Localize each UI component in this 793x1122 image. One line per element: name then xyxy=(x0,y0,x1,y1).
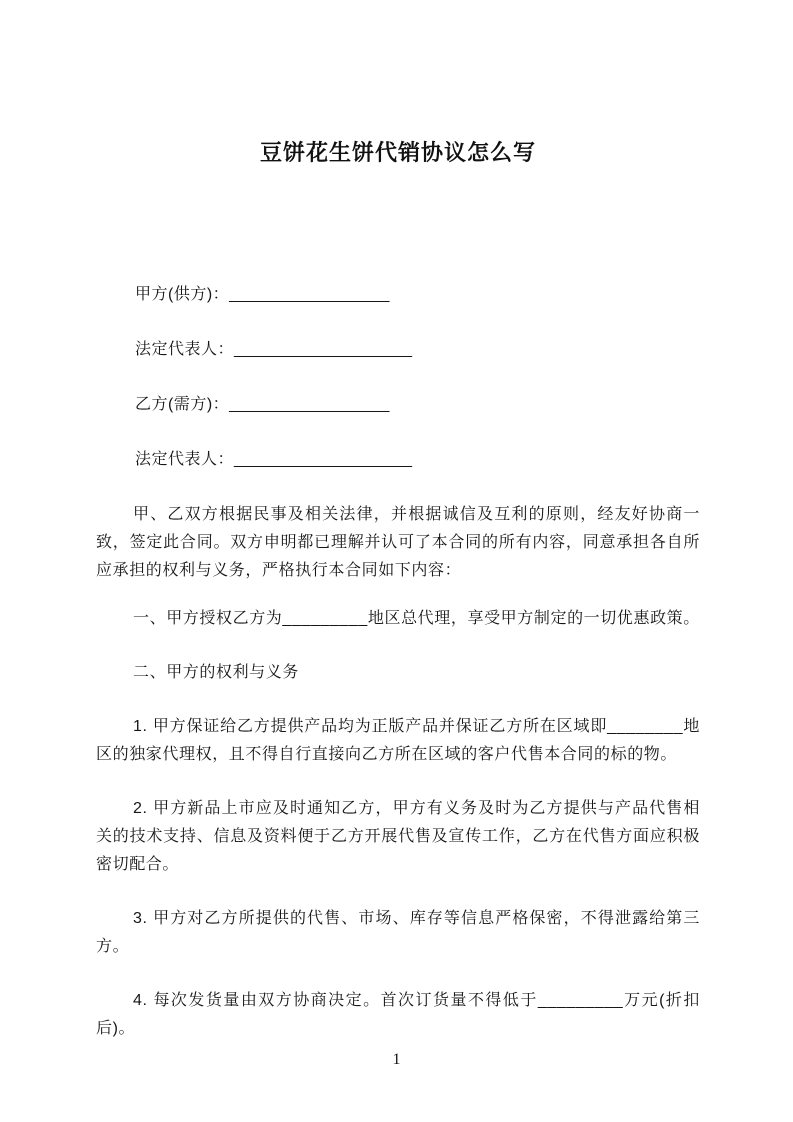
party-b-blank-line: __________________ xyxy=(229,396,390,413)
party-fields xyxy=(96,281,700,474)
page-number: 1 xyxy=(392,1051,401,1068)
clause-2-item-4: 4. 每次发货量由双方协商决定。首次订货量不得低于_________万元(折扣后)。 xyxy=(96,992,700,1037)
party-a-blank-line: __________________ xyxy=(229,286,390,303)
legal-rep-b-blank-line: ____________________ xyxy=(234,451,412,468)
legal-rep-a-row xyxy=(135,336,700,364)
clause-1: 一、甲方授权乙方为_________地区总代理，享受甲方制定的一切优惠政策。 xyxy=(133,610,700,627)
document-title: 豆饼花生饼代销协议怎么写 xyxy=(259,140,536,165)
contract-body xyxy=(96,501,700,1043)
preamble-paragraph: 甲、乙双方根据民事及相关法律，并根据诚信及互利的原则，经友好协商一致，签定此合同。双方申明都已理解并认可了本合同的所有内容，同意承担各自所应承担的权利与义务，严格执行本合同如下内容： xyxy=(96,506,700,579)
party-a-label: 甲方(供方)： xyxy=(135,286,230,303)
legal-rep-a-blank-line: ____________________ xyxy=(234,341,412,358)
document-content xyxy=(0,138,793,1043)
legal-rep-a-label: 法定代表人： xyxy=(135,341,235,358)
party-a-row xyxy=(135,281,700,309)
clause-2-heading: 二、甲方的权利与义务 xyxy=(133,664,300,681)
clause-2-item-3: 3. 甲方对乙方所提供的代售、市场、库存等信息严格保密，不得泄露给第三方。 xyxy=(96,910,700,955)
legal-rep-b-label: 法定代表人： xyxy=(135,451,235,468)
clause-2-item-2: 2. 甲方新品上市应及时通知乙方，甲方有义务及时为乙方提供与产品代售相关的技术支持、信息及资料便于乙方开展代售及宣传工作，乙方在代售方面应积极密切配合。 xyxy=(96,800,700,873)
legal-rep-b-row xyxy=(135,446,700,474)
party-b-label: 乙方(需方)： xyxy=(135,396,230,413)
clause-2-item-1: 1. 甲方保证给乙方提供产品均为正版产品并保证乙方所在区域即________地区的独家代理权，且不得自行直接向乙方所在区域的客户代售本合同的标的物。 xyxy=(96,718,700,763)
party-b-row xyxy=(135,391,700,419)
